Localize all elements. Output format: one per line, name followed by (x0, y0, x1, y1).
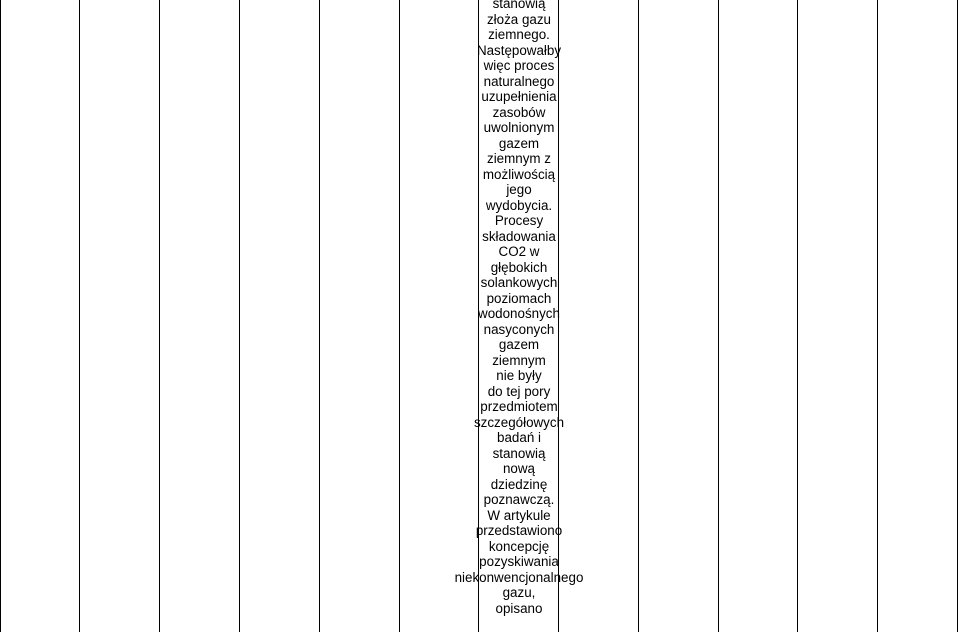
text-line: ziemnym z (487, 151, 551, 166)
column-divider (718, 0, 719, 632)
text-line: nową (502, 461, 535, 476)
text-line: nasyconych (483, 321, 555, 337)
text-line: pozyskiwania (479, 554, 559, 569)
text-line: wodonośnych (478, 306, 560, 321)
text-line: głębokich (490, 259, 548, 275)
column-divider (797, 0, 798, 632)
text-line: jego (506, 182, 532, 197)
text-line: CO2 w (498, 244, 540, 259)
text-line: ziemnego. (488, 27, 550, 42)
text-line: uzupełnienia (481, 89, 557, 104)
column-divider (319, 0, 320, 632)
text-line: wydobycia. (485, 197, 553, 213)
column-divider (159, 0, 160, 632)
text-line: poziomach (486, 290, 552, 306)
text-line: nie były (496, 368, 542, 383)
text-line: przedmiotem (480, 399, 558, 414)
column-divider (399, 0, 400, 632)
text-line: uwolnionym (483, 120, 555, 135)
column-divider (79, 0, 80, 632)
text-line: niekonwencjonalnego (454, 569, 584, 585)
text-line: solankowych (480, 275, 558, 290)
text-line: ziemnym (492, 352, 546, 368)
text-line: więc proces (483, 58, 555, 73)
cell-text-lines (439, 0, 599, 616)
text-line: opisano (495, 600, 543, 616)
text-line: do tej pory (487, 383, 551, 399)
text-line: składowania (482, 228, 556, 244)
text-line: gazu, (502, 585, 536, 600)
text-line: poznawczą. (483, 492, 555, 507)
column-divider (638, 0, 639, 632)
text-line: Następowałby (476, 42, 562, 58)
text-line: możliwością (482, 166, 556, 182)
text-line: gazem (498, 337, 540, 352)
table-cell-text (439, 0, 599, 632)
column-divider (877, 0, 878, 632)
text-line: stanowią (492, 0, 546, 11)
text-line: stanowią (492, 445, 546, 461)
text-line: przedstawiono (475, 523, 563, 538)
text-line: badań i (497, 430, 541, 445)
column-divider (239, 0, 240, 632)
text-line: gazem (498, 135, 540, 151)
column-divider (957, 0, 958, 632)
text-line: W artykule (487, 507, 551, 523)
text-line: koncepcję (488, 538, 550, 554)
text-line: Procesy (494, 213, 544, 228)
text-line: szczegółowych (473, 414, 565, 430)
text-line: dziedzinę (490, 476, 548, 492)
column-divider (0, 0, 1, 632)
text-line: naturalnego (483, 73, 555, 89)
text-line: zasobów (492, 104, 546, 120)
text-line: złoża gazu (486, 11, 552, 27)
